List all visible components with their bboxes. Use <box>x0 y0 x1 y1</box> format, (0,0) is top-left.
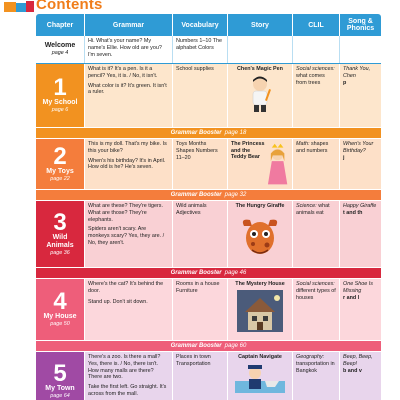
page-title: Contents <box>36 0 103 13</box>
booster-page: page 32 <box>224 192 247 198</box>
clil-subject: Math: <box>296 141 310 147</box>
story-title: The Mystery House <box>235 281 285 287</box>
story-cell <box>228 36 293 63</box>
clil-text: transportation in Bangkok <box>296 360 335 374</box>
grammar-line: Stand up. Don't sit down. <box>88 298 148 305</box>
clil-subject: Science: <box>296 203 317 209</box>
vocabulary-cell: Places in town Transportation <box>173 352 228 400</box>
story-title: The Princess and the Teddy Bear <box>231 141 265 160</box>
header-story: Story <box>228 14 293 36</box>
grammar-line: What is it? It's a pen. Is it a pencil? Yes, it is. / No, it isn't. <box>88 66 158 79</box>
story-title: The Hungry Giraffe <box>235 203 285 209</box>
header-chapter: Chapter <box>36 14 85 36</box>
grammar-line: What color is it? It's green. It isn't a ruler. <box>88 82 167 96</box>
chapter-name: Welcome <box>44 42 76 49</box>
song-title: Beep, Beep, Beep! <box>343 354 373 367</box>
song-cell <box>340 201 381 267</box>
table-row-unit-3 <box>36 201 381 268</box>
clil-text: different types of houses <box>296 287 336 301</box>
phonics: r and l <box>343 294 360 301</box>
chapter-cell <box>36 64 85 127</box>
clil-cell <box>293 352 340 400</box>
story-cell <box>228 279 293 340</box>
grammar-line: There's a zoo. Is there a mall? Yes, there is. / No, there isn't. How many malls are there? There are two. <box>88 354 161 381</box>
grammar-cell <box>85 279 173 340</box>
captain-illustration-icon <box>235 363 285 393</box>
table-row-unit-2 <box>36 139 381 190</box>
vocabulary-cell: Numbers 1–10 The alphabet Colors <box>173 36 228 63</box>
header-grammar: Grammar <box>85 14 173 36</box>
vocabulary-cell: Rooms in a house Furniture <box>173 279 228 340</box>
table-header <box>36 14 381 36</box>
song-title: Happy Giraffe <box>343 203 377 209</box>
booster-label: Grammar Booster <box>170 192 222 198</box>
grammar-cell <box>85 64 173 127</box>
grammar-booster-bar <box>36 190 381 201</box>
vocabulary-cell: School supplies <box>173 64 228 127</box>
grammar-line: Take the first left. Go straight. It's across from the mall. <box>88 384 167 397</box>
story-cell <box>228 201 293 267</box>
chapter-number: 4 <box>53 288 67 315</box>
clil-text: shapes and numbers <box>296 141 329 154</box>
clil-subject: Social sciences: <box>296 281 335 287</box>
clil-subject: Geography: <box>296 354 325 360</box>
grammar-cell <box>85 201 173 267</box>
table-row-unit-1 <box>36 64 381 128</box>
chapter-number: 2 <box>53 142 67 170</box>
song-cell <box>340 279 381 340</box>
chapter-page: page 64 <box>50 393 70 399</box>
chapter-name: Wild Animals <box>46 233 74 249</box>
contents-table <box>36 14 381 400</box>
vocabulary-cell: Toys Months Shapes Numbers 11–20 <box>173 139 228 189</box>
clil-text: what comes from trees <box>296 72 325 86</box>
clil-cell <box>293 201 340 267</box>
phonics: t and th <box>343 209 363 216</box>
story-cell <box>228 64 293 127</box>
clil-cell <box>293 64 340 127</box>
chapter-cell <box>36 279 85 340</box>
clil-text: what animals eat <box>296 203 330 216</box>
princess-illustration-icon <box>266 143 289 187</box>
grammar-cell <box>85 352 173 400</box>
booster-label: Grammar Booster <box>170 270 222 276</box>
song-title: Thank You, Chen <box>343 66 371 79</box>
clil-cell <box>293 279 340 340</box>
grammar-booster-bar <box>36 268 381 279</box>
boy-illustration-icon <box>245 75 275 113</box>
grammar-cell <box>85 139 173 189</box>
grammar-line: This is my doll. That's my bike. Is this your bike? <box>88 141 167 154</box>
vocabulary-cell: Wild animals Adjectives <box>173 201 228 267</box>
story-title: Chen's Magic Pen <box>237 66 283 72</box>
grammar-line: Where's the cat? It's behind the door. <box>88 281 164 294</box>
house-illustration-icon <box>237 290 283 332</box>
booster-page: page 60 <box>224 343 247 349</box>
chapter-name: My House <box>43 313 77 320</box>
chapter-name: My School <box>42 99 78 106</box>
chapter-page: page 22 <box>50 175 70 182</box>
chapter-name: My Town <box>45 385 75 392</box>
chapter-page: page 6 <box>51 107 69 113</box>
table-row-welcome <box>36 36 381 64</box>
booster-page: page 46 <box>224 270 247 276</box>
clil-cell <box>293 139 340 189</box>
grammar-line: When's his birthday? It's in April. How old is he? He's seven. <box>88 157 166 171</box>
grammar-booster-bar <box>36 128 381 139</box>
grammar-cell: Hi. What's your name? My name's Ellie. How old are you? I'm seven. <box>85 36 173 63</box>
chapter-page: page 4 <box>51 50 69 56</box>
booster-label: Grammar Booster <box>170 343 222 349</box>
chapter-cell <box>36 201 85 267</box>
table-row-unit-5 <box>36 352 381 400</box>
giraffe-illustration-icon <box>240 212 280 258</box>
clil-cell <box>293 36 340 63</box>
chapter-name: My Toys <box>46 167 74 175</box>
chapter-cell <box>36 352 85 400</box>
song-cell <box>340 64 381 127</box>
grammar-line: Spiders aren't scary. Are monkeys scary? Yes, they are. / No, they aren't. <box>88 226 165 246</box>
song-cell <box>340 139 381 189</box>
booster-page: page 18 <box>224 130 247 136</box>
grammar-line: What are these? They're tigers. What are those? They're elephants. <box>88 203 163 223</box>
chapter-number: 5 <box>53 360 67 387</box>
books-icon <box>2 0 36 12</box>
song-cell <box>340 36 381 63</box>
chapter-cell <box>36 139 85 189</box>
phonics: b and v <box>343 367 362 374</box>
story-title: Captain Navigate <box>238 354 282 360</box>
story-cell <box>228 139 293 189</box>
song-title: One Shoe Is Missing <box>343 281 373 294</box>
chapter-number: 1 <box>53 74 67 101</box>
chapter-page: page 50 <box>50 321 70 327</box>
grammar-booster-bar <box>36 341 381 352</box>
chapter-number: 3 <box>53 208 67 236</box>
table-row-unit-4 <box>36 279 381 341</box>
clil-subject: Social sciences: <box>296 66 335 72</box>
phonics: p <box>343 79 347 86</box>
chapter-cell <box>36 36 85 63</box>
song-cell <box>340 352 381 400</box>
story-cell <box>228 352 293 400</box>
header-vocabulary: Vocabulary <box>173 14 228 36</box>
chapter-page: page 36 <box>50 249 70 256</box>
header-song-phonics: Song & Phonics <box>346 18 375 32</box>
phonics: j <box>343 154 345 161</box>
song-title: When's Your Birthday? <box>343 141 374 154</box>
booster-label: Grammar Booster <box>170 130 222 136</box>
header-clil: CLIL <box>293 14 340 36</box>
